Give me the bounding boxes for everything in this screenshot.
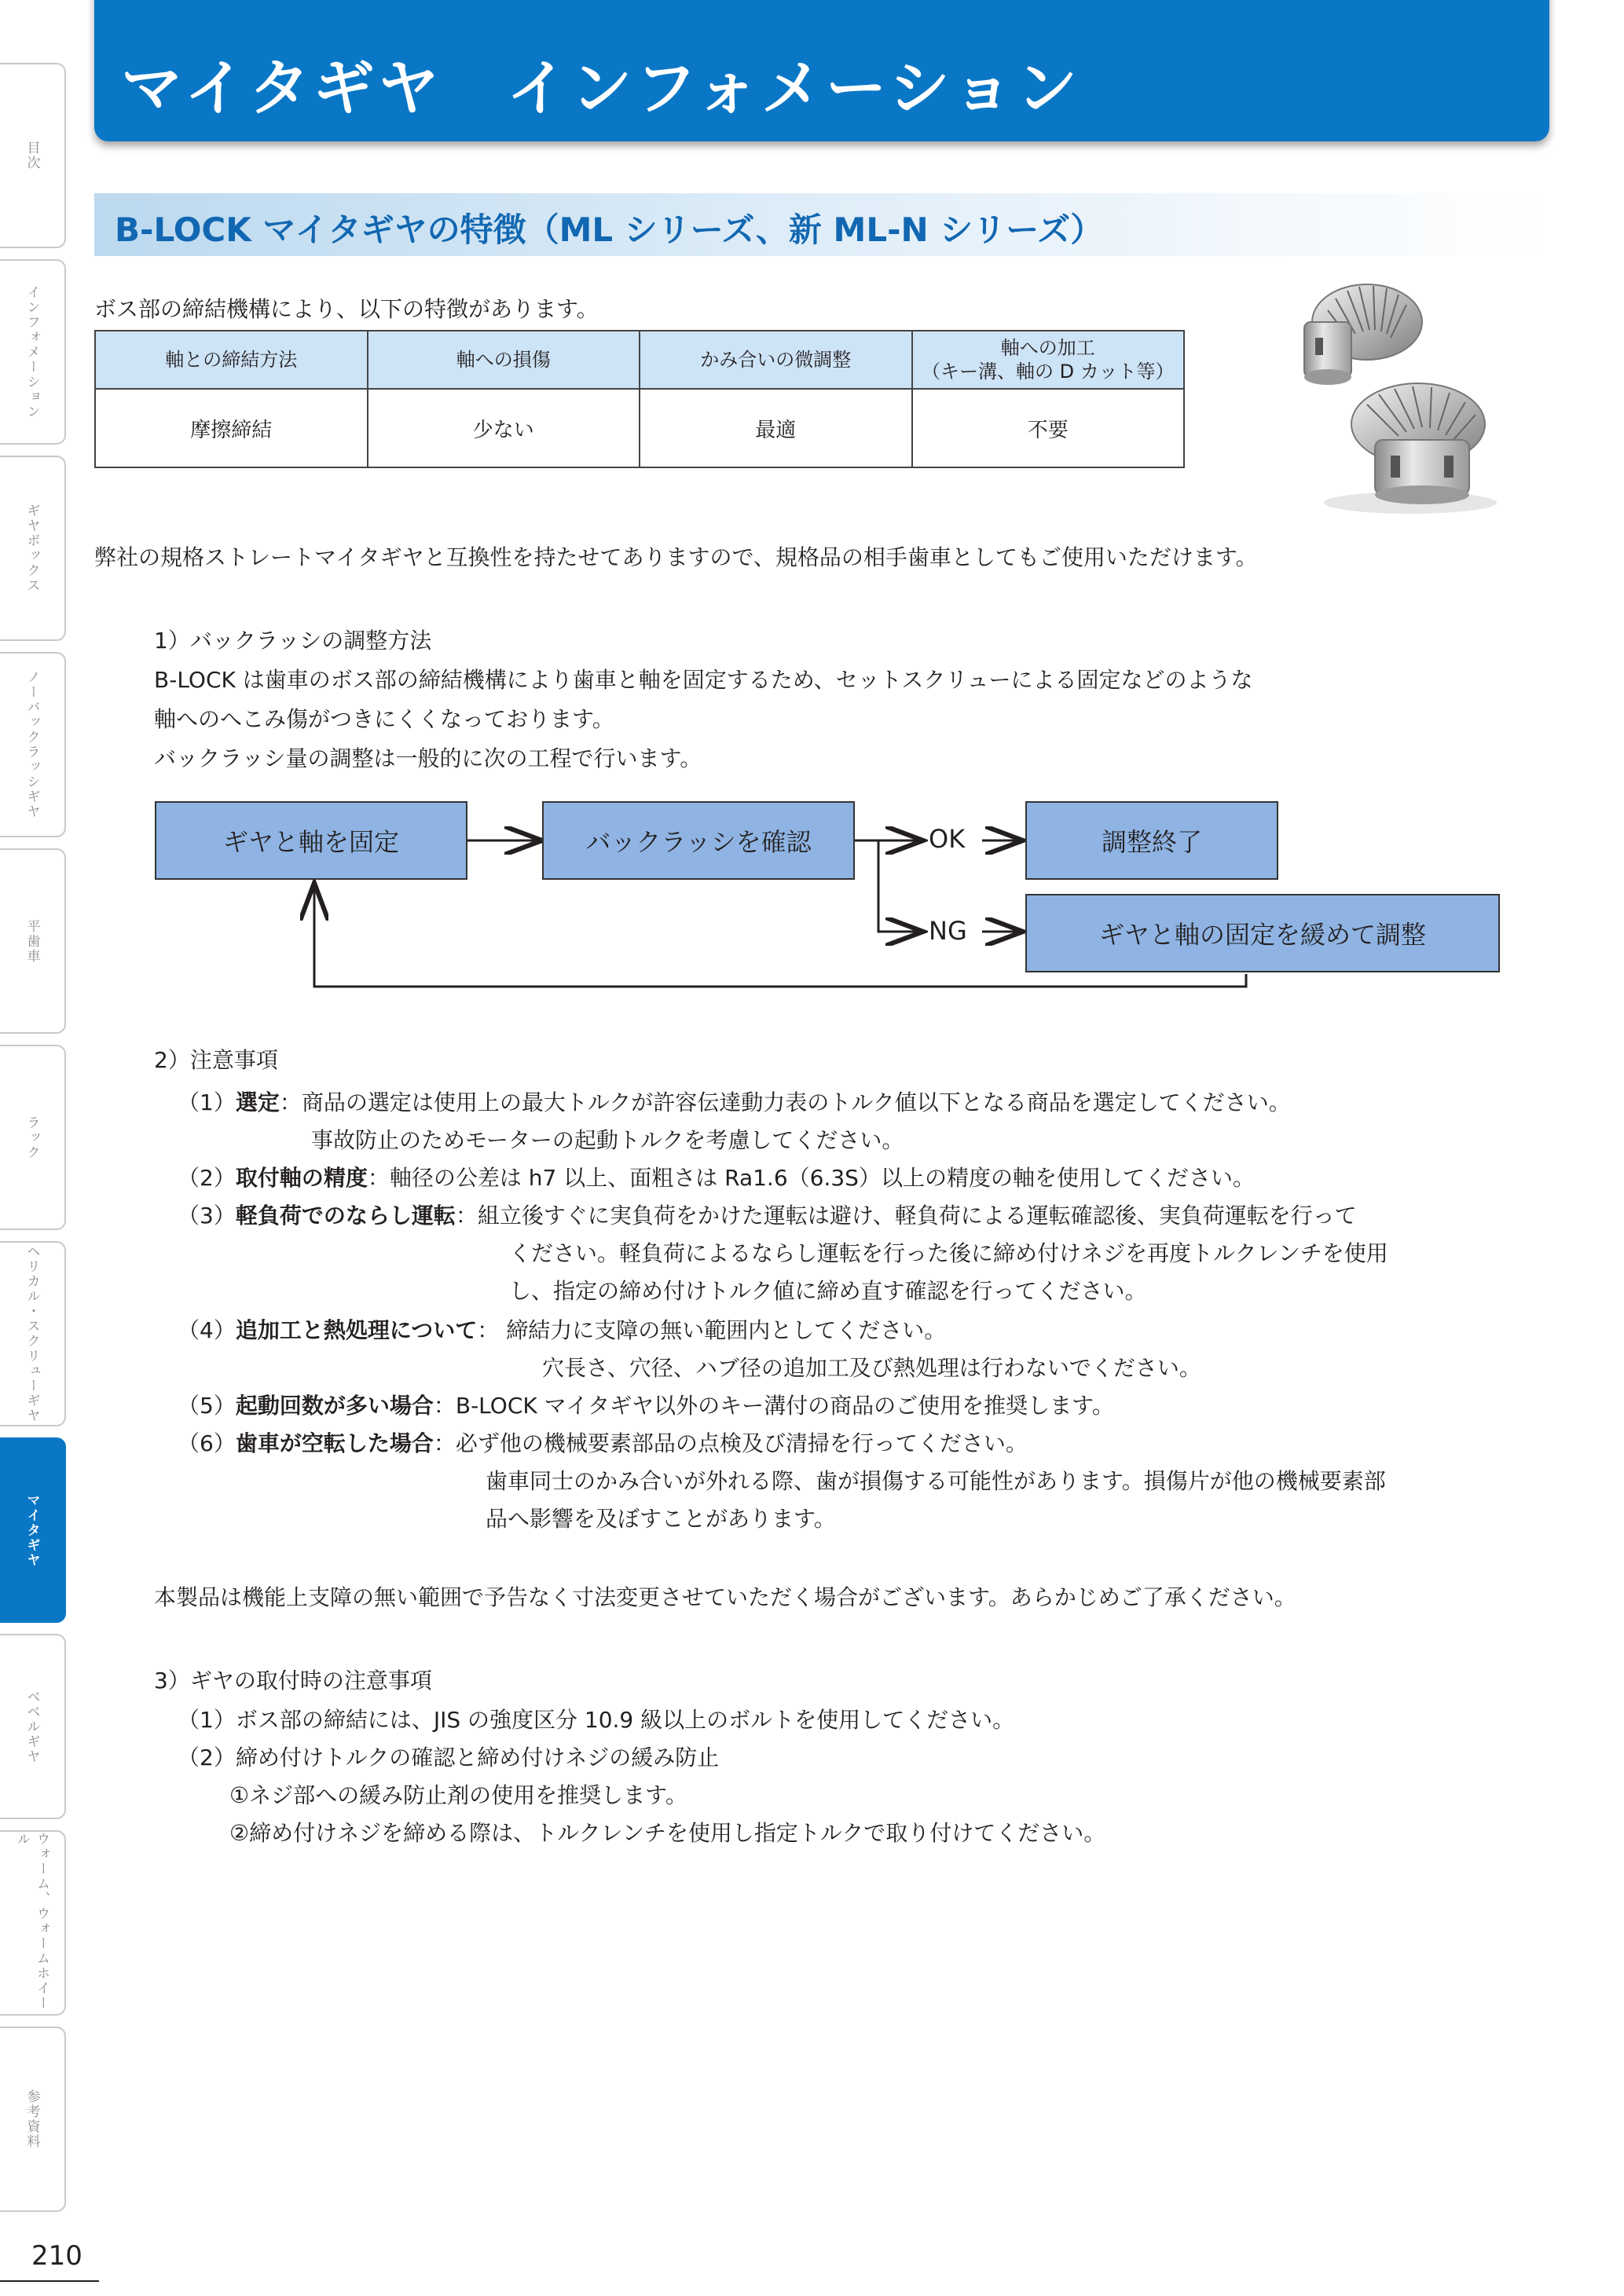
- arrow-check-to-ng: [878, 840, 923, 932]
- caution-label: 歯車が空転した場合: [235, 1430, 434, 1456]
- dimension-change-notice: 本製品は機能上支障の無い範囲で予告なく寸法変更させていただく場合がございます。あらかじめご了承ください。: [154, 1584, 1296, 1610]
- caution-separator: ：: [477, 1317, 500, 1343]
- sidebar-tab-miter-gear[interactable]: [0, 1437, 66, 1623]
- backlash-heading: 1）バックラッシの調整方法: [154, 628, 432, 654]
- caution-text: 締結力に支障の無い範囲内としてください。: [506, 1317, 947, 1343]
- mounting-heading: 3）ギヤの取付時の注意事項: [154, 1668, 432, 1694]
- caution-number: （2）: [178, 1165, 236, 1191]
- mounting-line: ①ネジ部への緩み防止剤の使用を推奨します。: [229, 1782, 687, 1808]
- compatibility-text: 弊社の規格ストレートマイタギヤと互換性を持たせてありますので、規格品の相手歯車としてもご使用いただけます。: [94, 544, 1258, 570]
- caution-label: 取付軸の精度: [235, 1165, 368, 1191]
- page-number-rule: [0, 2280, 99, 2282]
- sidebar-tab-label: ラック: [24, 1115, 40, 1160]
- sidebar-tab-label: ウォーム、ウォームホイール: [14, 1832, 49, 2011]
- caution-separator: ：: [433, 1393, 456, 1419]
- table-header: 軸への損傷: [368, 331, 640, 389]
- caution-item: [178, 1084, 1291, 1122]
- table-cell: 最適: [640, 389, 912, 467]
- caution-item: [178, 1387, 1114, 1425]
- caution-number: （5）: [178, 1393, 236, 1419]
- mounting-line: （1）ボス部の締結には、JIS の強度区分 10.9 級以上のボルトを使用してください。: [178, 1707, 1015, 1733]
- caution-separator: ：: [433, 1430, 456, 1456]
- caution-text: 組立後すぐに実負荷をかけた運転は避け、軽負荷による運転確認後、実負荷運転を行って: [477, 1203, 1357, 1229]
- flow-step-loosen-and-adjust: ギヤと軸の固定を緩めて調整: [1025, 894, 1500, 972]
- sidebar-tab-label: インフォメーション: [24, 284, 40, 419]
- backlash-line: 軸へのへこみ傷がつきにくくなっております。: [154, 706, 614, 732]
- caution-item: [178, 1425, 1028, 1463]
- table-cell: 摩擦締結: [95, 389, 368, 467]
- caution-text-line: ください。軽負荷によるならし運転を行った後に締め付けネジを再度トルクレンチを使用: [509, 1240, 1388, 1266]
- caution-number: （3）: [178, 1203, 236, 1229]
- page-number: 210: [31, 2240, 82, 2272]
- sidebar-tab-label: ベベルギヤ: [24, 1689, 40, 1764]
- caution-item: [178, 1312, 946, 1349]
- sidebar-tab-label: ギヤボックス: [24, 504, 40, 593]
- caution-separator: ：: [279, 1089, 302, 1115]
- intro-text: ボス部の締結機構により、以下の特徴があります。: [94, 296, 599, 322]
- caution-separator: ：: [367, 1165, 390, 1191]
- flow-step-adjust-complete: 調整終了: [1025, 801, 1278, 880]
- table-header: 軸との締結方法: [95, 331, 368, 389]
- flow-label-ng: NG: [929, 916, 967, 946]
- table-cell: 少ない: [368, 389, 640, 467]
- caution-text-line: 穴長さ、穴径、ハブ径の追加工及び熱処理は行わないでください。: [542, 1355, 1201, 1381]
- section-title: B-LOCK マイタギヤの特徴（ML シリーズ、新 ML-N シリーズ）: [115, 211, 1104, 249]
- caution-text-line: 歯車同士のかみ合いが外れる際、歯が損傷する可能性があります。損傷片が他の機械要素部: [486, 1468, 1386, 1494]
- table-header-line: 軸への加工: [1000, 337, 1095, 359]
- sidebar-tab-label: 平歯車: [24, 918, 40, 964]
- sidebar-tab-worm[interactable]: [0, 1830, 66, 2016]
- sidebar-tab-rack[interactable]: [0, 1045, 66, 1230]
- caution-text-line: し、指定の締め付けトルク値に締め直す確認を行ってください。: [509, 1278, 1147, 1304]
- table-header-line: （キー溝、軸の D カット等）: [922, 361, 1175, 383]
- caution-text: B-LOCK マイタギヤ以外のキー溝付の商品のご使用を推奨します。: [455, 1393, 1114, 1419]
- sidebar-tab-label: ヘリカル・スクリューギヤ: [24, 1244, 40, 1423]
- caution-number: （6）: [178, 1430, 236, 1456]
- caution-separator: ：: [455, 1203, 478, 1229]
- caution-text: 商品の選定は使用上の最大トルクが許容伝達動力表のトルク値以下となる商品を選定してください。: [301, 1089, 1291, 1115]
- caution-label: 軽負荷でのならし運転: [235, 1203, 456, 1229]
- sidebar-tab-label: 参考資料: [24, 2089, 40, 2149]
- caution-label: 追加工と熱処理について: [235, 1317, 478, 1343]
- sidebar-tab-bevel-gear[interactable]: [0, 1634, 66, 1819]
- caution-item: [178, 1159, 1255, 1197]
- caution-text-line: 事故防止のためモーターの起動トルクを考慮してください。: [311, 1127, 904, 1153]
- flow-step-fix-gear: ギヤと軸を固定: [155, 801, 467, 880]
- caution-item: [178, 1197, 1357, 1235]
- caution-heading: 2）注意事項: [154, 1047, 278, 1073]
- backlash-line: B-LOCK は歯車のボス部の締結機構により歯車と軸を固定するため、セットスクリューによる固定などのような: [154, 667, 1253, 693]
- caution-number: （4）: [178, 1317, 236, 1343]
- table-cell: 不要: [912, 389, 1185, 467]
- caution-text: 必ず他の機械要素部品の点検及び清掃を行ってください。: [455, 1430, 1028, 1456]
- mounting-line: （2）締め付けトルクの確認と締め付けネジの緩み防止: [178, 1745, 720, 1771]
- flow-step-check-backlash: バックラッシを確認: [542, 801, 855, 880]
- flow-label-ok: OK: [929, 824, 966, 854]
- page-title: マイタギヤ インフォメーション: [121, 53, 1081, 124]
- caution-number: （1）: [178, 1089, 236, 1115]
- sidebar-tab-label: 目次: [24, 141, 40, 170]
- sidebar-tab-label: ノーバックラッシギヤ: [24, 670, 40, 819]
- sidebar-tab-helical-screw-gear[interactable]: [0, 1241, 66, 1426]
- caution-label: 起動回数が多い場合: [235, 1393, 434, 1419]
- sidebar-tab-label: マイタギヤ: [24, 1492, 40, 1568]
- caution-text: 軸径の公差は h7 以上、面粗さは Ra1.6（6.3S）以上の精度の軸を使用してください。: [389, 1165, 1255, 1191]
- table-header: かみ合いの微調整: [640, 331, 912, 389]
- mounting-line: ②締め付けネジを締める際は、トルクレンチを使用し指定トルクで取り付けてください。: [229, 1820, 1106, 1846]
- caution-text-line: 品へ影響を及ぼすことがあります。: [486, 1506, 836, 1532]
- backlash-line: バックラッシ量の調整は一般的に次の工程で行います。: [154, 745, 702, 771]
- sidebar-tab-reference[interactable]: [0, 2027, 66, 2212]
- caution-label: 選定: [235, 1089, 280, 1115]
